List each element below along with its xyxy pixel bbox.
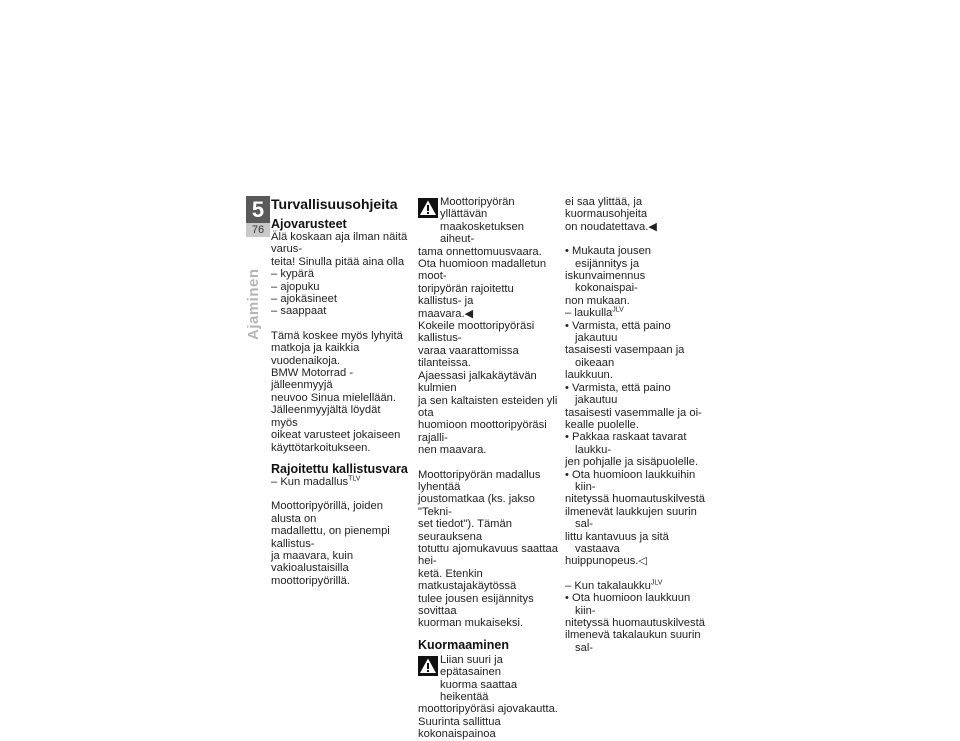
list-item: – laukulla$^{JLV}$ xyxy=(565,306,624,320)
text-line: käyttötarkoitukseen. xyxy=(271,441,371,454)
chapter-marker xyxy=(246,196,270,237)
list-item: – Kun takalaukku$^{JLV}$ xyxy=(565,579,663,592)
limited-paragraph xyxy=(271,500,409,587)
text-line: on noudatettava.◀ xyxy=(565,220,657,233)
heading-loading: Kuormaaminen xyxy=(418,637,509,652)
column-2 xyxy=(418,196,558,741)
text-line: Kokeile moottoripyöräsi kallistus- xyxy=(418,320,535,345)
text-line: set tiedot"). Tämän seurauksena xyxy=(418,518,512,543)
text-line: huomioon moottoripyöräsi rajalli- xyxy=(418,419,547,444)
heading-equipment: Ajovarusteet xyxy=(271,217,347,231)
section-title: Turvallisuusohjeita xyxy=(271,196,398,212)
text-line: maavara.◀ xyxy=(418,307,474,320)
list-item: – Kun madallus$^{TLV}$ xyxy=(271,475,361,488)
text-line: tulee jousen esijännitys sovittaa xyxy=(418,592,534,617)
text-line: ketä. Etenkin matkustajakäytössä xyxy=(418,567,517,593)
text-line: moottoripyöräsi ajovakautta. xyxy=(418,703,558,716)
text-line: maakosketuksen aiheut- xyxy=(440,220,524,246)
text-line: Tämä koskee myös lyhyitä xyxy=(271,329,403,342)
text-line: tama onnettomuusvaara. xyxy=(418,245,542,258)
equipment-list xyxy=(271,268,409,318)
warning-icon xyxy=(418,656,438,704)
text-line: nen maavara. xyxy=(418,444,487,457)
warning-icon xyxy=(418,198,438,246)
list-item: – kypärä xyxy=(271,268,314,281)
text-line: madallettu, on pienempi kallistus- xyxy=(271,525,390,550)
text-line: Liian suuri ja epätasainen xyxy=(440,653,503,679)
text-line: joustomatkaa (ks. jakso "Tekni- xyxy=(418,493,535,518)
text-line: matkoja ja kaikkia vuodenaikoja. xyxy=(271,342,360,367)
equipment-paragraph xyxy=(271,330,409,454)
list-item: • Pakkaa raskaat tavarat laukku- jen pohjalle ja sisäpuolelle. xyxy=(565,431,699,469)
list-item: • Varmista, että paino jakautuu tasaisesti vasempaan ja oikeaan laukkuun. xyxy=(565,319,685,382)
text-line: teita! Sinulla pitää aina olla xyxy=(271,255,405,268)
list-item: • Mukauta jousen esijännitys ja iskunvaimennus kokonaispai- non mukaan. xyxy=(565,245,652,307)
text-line: kuorma saattaa heikentää xyxy=(440,678,518,704)
text-line: oikeat varusteet jokaiseen xyxy=(271,429,401,442)
text-line: ja maavara, kuin vakioalustaisilla xyxy=(271,549,354,575)
heading-limited-lean: Rajoitettu kallistusvara xyxy=(271,461,408,476)
list-item: • Ota huomioon laukkuihin kiin- nitetyssä huomautuskilvestä ilmenevät laukkujen suurin sal- littu kantavuus ja sitä vastaava huippunopeus.◁ xyxy=(565,468,705,568)
text-line: Suurinta sallittua kokonaispainoa xyxy=(418,715,501,741)
text-line: Ota huomioon madalletun moot- xyxy=(418,258,547,283)
column-1 xyxy=(271,196,409,587)
paragraph xyxy=(418,469,558,630)
text-line: neuvoo Sinua mielellään. xyxy=(271,391,397,404)
text-line: Ajaessasi jalkakäytävän kulmien xyxy=(418,369,537,395)
equipment-intro xyxy=(271,231,409,268)
column-3 xyxy=(565,196,705,654)
text-line: Jälleenmyyjältä löydät myös xyxy=(271,404,381,429)
text-line: Moottoripyörän madallus lyhentää xyxy=(418,468,541,493)
text-line: moottoripyörillä. xyxy=(271,574,350,587)
text-line: toripyörän rajoitettu kallistus- ja xyxy=(418,282,514,308)
list-item: – saappaat xyxy=(271,305,327,318)
text-line: ei saa ylittää, ja kuormausohjeita xyxy=(565,196,648,221)
list-item: • Ota huomioon laukkuun kiin- nitetyssä huomautuskilvestä ilmenevä takalaukun suurin sal- xyxy=(565,592,705,654)
page-number: 76 xyxy=(246,223,270,237)
list-item: • Varmista, että paino jakautuu tasaisesti vasemmalle ja oi- kealle puolelle. xyxy=(565,381,702,431)
text-line: Moottoripyörän yllättävän xyxy=(440,196,515,221)
text-line: varaa vaarattomissa tilanteissa. xyxy=(418,344,519,370)
paragraph xyxy=(418,320,558,456)
text-line: BMW Motorrad -jälleenmyyjä xyxy=(271,367,354,392)
chapter-number: 5 xyxy=(246,196,270,223)
text-line: Älä koskaan aja ilman näitä varus- xyxy=(271,231,408,256)
list-item: – ajokäsineet xyxy=(271,293,337,306)
text-line: Moottoripyörillä, joiden alusta on xyxy=(271,500,383,525)
text-line: ja sen kaltaisten esteiden yli ota xyxy=(418,394,558,419)
warning-block xyxy=(418,196,558,246)
text-line: kuorman mukaiseksi. xyxy=(418,617,524,630)
text-line: totuttu ajomukavuus saattaa hei- xyxy=(418,542,558,568)
list-item: – ajopuku xyxy=(271,280,320,293)
chapter-title: Ajaminen xyxy=(245,268,262,340)
